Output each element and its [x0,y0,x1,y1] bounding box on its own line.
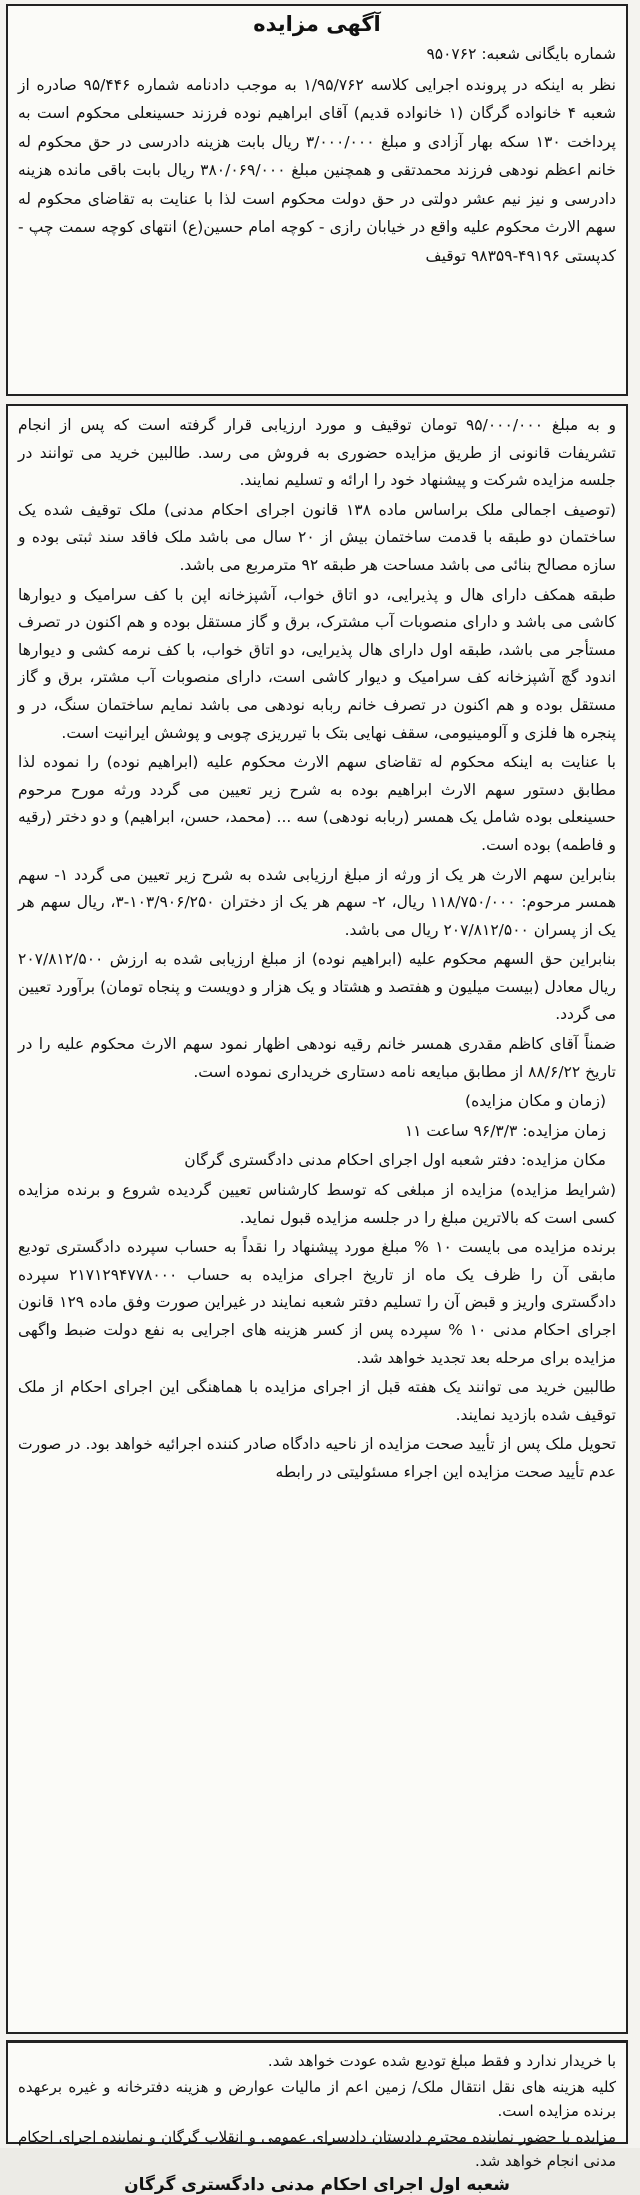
deposit-paragraph: برنده مزایده می بایست ۱۰ % مبلغ مورد پیشنهاد را نقداً به حساب سپرده دادگستری تودیع مابقی آن را ظرف یک ماه از تاریخ اجرای مزایده به حساب ۲۱۷۱۲۹۴۷۷۸۰۰۰ سپرده دادگستری واریز و قبض آن را تسلیم دفتر شعبه نمایند در غیراین صورت وفق ماده ۱۲۹ قانون اجرای احکام مدنی ۱۰ % سپرده پس از کسر هزینه های اجرایی به نفع دولت ضبط واگهی مزایده برای مرحله بعد تجدید خواهد شد. [18,1238,616,1367]
auction-place: مکان مزایده: دفتر شعبه اول اجرای احکام مدنی دادگستری گرگان [184,1151,606,1170]
case-paragraph: نظر به اینکه در پرونده اجرایی کلاسه ۱/۹۵/۷۶۲ به موجب دادنامه شماره ۹۵/۴۴۶ صادره از شعبه ۴ خانواده گرگان (۱ خانواده قدیم) آقای ابراهیم نوده فرزند حسینعلی محکوم است به پرداخت ۱۳۰ سکه بهار آزادی و مبلغ ۳/۰۰۰/۰۰۰ ریال بابت هزینه دادرسی در حق محکوم له خانم اعظم نودهی فرزند محمدتقی و همچنین مبلغ ۳۸۰/۰۶۹/۰۰۰ ریال بابت باقی مانده هزینه دادرسی و نیز نیم عشر دولتی در حق دولت محکوم است لذا با عنایت به تقاضای محکوم له سهم الارث محکوم علیه واقع در خیابان رازی - کوچه امام حسین(ع) انتهای کوچه سمت چپ - کدپستی ۴۹۱۹۶-۹۸۳۵۹ توقیف [18,75,616,265]
visit-paragraph: طالبین خرید می توانند یک هفته قبل از اجرای مزایده با هماهنگی این اجرای احکام از ملک توقیف شده بازدید نمایند. [18,1378,616,1424]
notice-header-block [6,4,628,396]
auction-time: زمان مزایده: ۹۶/۳/۳ ساعت ۱۱ [404,1121,606,1140]
signature: شعبه اول اجرای احکام مدنی دادگستری گرگان [124,2175,510,2195]
conditions-paragraph: (شرایط مزایده) مزایده از مبلغی که توسط کارشناس تعیین گردیده شروع و برنده مزایده کسی است که بالاترین مبلغ را در جلسه مزایده قبول نماید. [18,1181,616,1227]
notice-footer-block [6,2040,628,2195]
shares-paragraph: بنابراین سهم الارث هر یک از ورثه از مبلغ ارزیابی شده به شرح زیر تعیین می گردد ۱- سهم همسر مرحوم: ۱۱۸/۷۵۰/۰۰۰ ریال، ۲- سهم هر یک از دختران ۱۰۳/۹۰۶/۲۵۰-۳، ریال سهم هر یک از پسران ۲۰۷/۸۱۲/۵۰۰ ریال می باشد. [18,865,616,939]
delivery-paragraph: تحویل ملک پس از تأیید صحت مزایده از ناحیه دادگاه صادر کننده اجرائیه خواهد بود. در صورت عدم تأیید صحت مزایده این اجراء مسئولیتی در رابطه [18,1435,616,1481]
refund-paragraph: با خریدار ندارد و فقط مبلغ تودیع شده عودت خواهد شد. [267,2052,616,2070]
floors-description: طبقه همکف دارای هال و پذیرایی، دو اتاق خواب، آشپزخانه اپن با کف سرامیک و دیوارها کاشی می باشد و دارای منصوبات آب مشترک، برق و گاز مستقل بوده و هم اکنون در تصرف مستأجر می باشد، طبقه اول دارای هال پذیرایی، دو اتاق خواب، با کف نرمه کشی و دیوارها اندود گچ آشپزخانه کف سرامیک و دیوار کاشی است، دارای منصوبات آب مشتر، برق و گاز مستقل بوده و هم اکنون در تصرف خانم ربابه نودهی می باشد نمایم ساختمان سنگ، در و پنجره ها فلزی و آلومینیومی، سقف نهایی بتک با تیرریزی چوبی و پوشش ایرانیت است. [18,585,616,742]
property-description: (توصیف اجمالی ملک براساس ماده ۱۳۸ قانون اجرای احکام مدنی) ملک توقیف شده یک ساختمان دو طبقه با قدمت ساختمان بیش از ۲۰ سال می باشد ملک فاقد سند ثبتی بوده و سازه مصالح بنائی می باشد مساحت هر طبقه ۹۲ مترمربع می باشد. [18,500,617,574]
costs-paragraph: کلیه هزینه های نقل انتقال ملک/ زمین اعم از مالیات عوارض و هزینه دفترخانه و غیره برعهده برنده مزایده است. [18,2078,616,2120]
heirs-paragraph: با عنایت به اینکه محکوم له تقاضای سهم الارث محکوم علیه (ابراهیم نوده) را نموده لذا مطابق دستور سهم الارث ابراهیم بوده به شرح زیر تعیین می گردد ورثه مورح مرحوم حسینعلی بوده شامل یک همسر (ربابه نودهی) سه ... (محمد، حسن، ابراهیم) و دو دختر (رقیه و فاطمه) بوده است. [18,753,616,854]
time-place-heading: (زمان و مکان مزایده) [465,1092,606,1111]
notice-title: آگهی مزایده [253,12,381,36]
debtor-share-paragraph: بنابراین حق السهم محکوم علیه (ابراهیم نوده) از مبلغ ارزیابی شده به ارزش ۲۰۷/۸۱۲/۵۰۰ ریال معادل (بیست میلیون و هفتصد و هشتاد و یک هزار و دویست و پنجاه تومان) برآورد تعیین می گردد. [18,950,616,1024]
purchase-note-paragraph: ضمناً آقای کاظم مقدری همسر خانم رقیه نودهی اظهار نمود سهم الارث محکوم علیه را در تاریخ ۸۸/۶/۲۲ از مطابق مبایعه نامه دستاری خریداری نموده است. [18,1035,616,1081]
valuation-paragraph: و به مبلغ ۹۵/۰۰۰/۰۰۰ تومان توقیف و مورد ارزیابی قرار گرفته است که پس از انجام تشریفات قانونی از طریق مزایده حضوری به فروش می رسد. طالبین خرید می توانند در جلسه مزایده شرکت و پیشنهاد خود را ارائه و تسلیم نمایند. [18,416,616,490]
notice-body-block [6,404,628,2034]
attendance-paragraph: مزایده با حضور نماینده محترم دادستان دادسرای عمومی و انقلاب گرگان و نماینده اجرای احکام مدنی انجام خواهد شد. [18,2128,616,2170]
archive-number: شماره بایگانی شعبه: ۹۵۰۷۶۲ [426,45,616,63]
